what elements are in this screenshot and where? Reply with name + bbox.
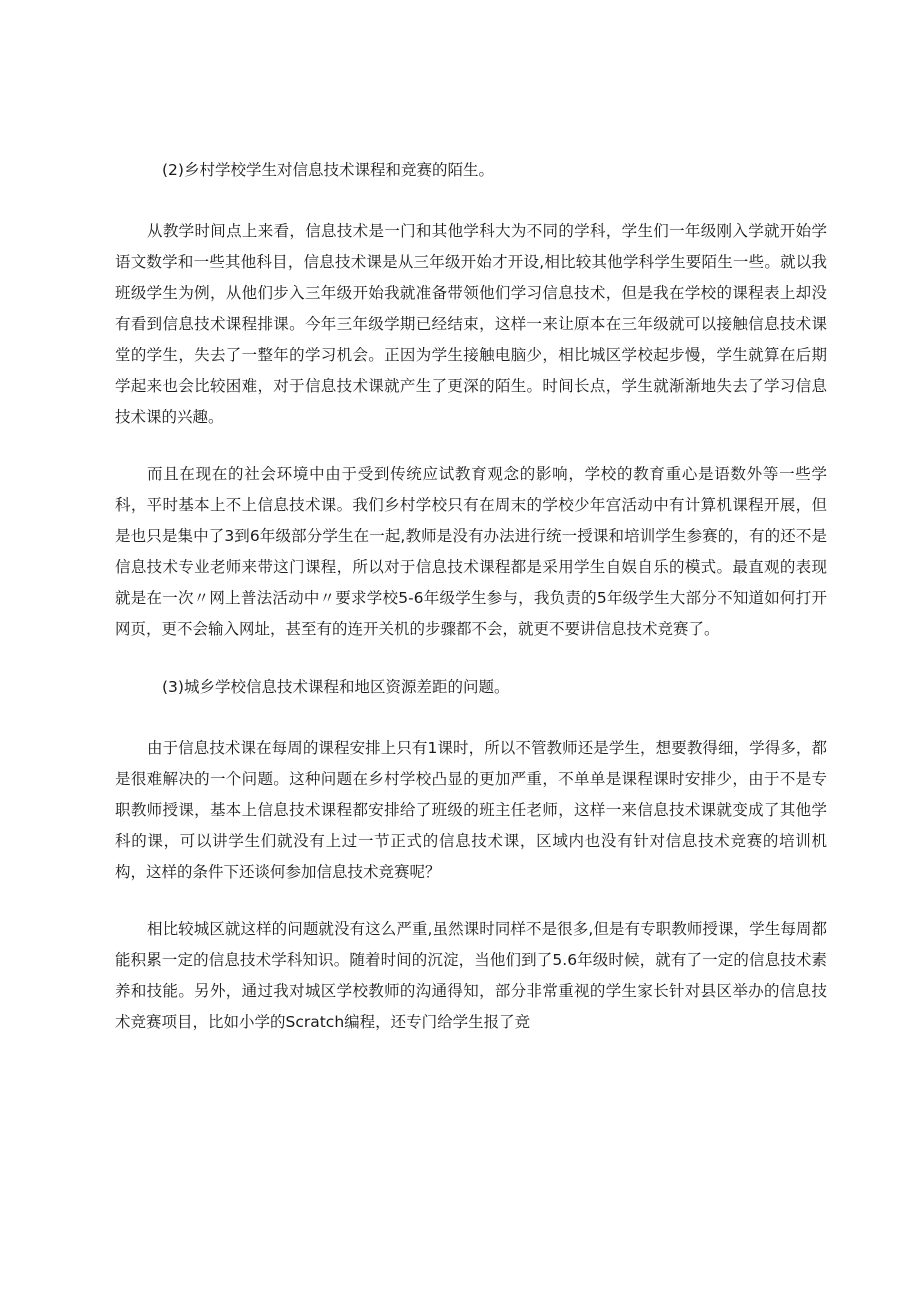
section-heading-3: (3)城乡学校信息技术课程和地区资源差距的问题。 xyxy=(162,678,510,696)
paragraph: 由于信息技术课在每周的课程安排上只有1课时，所以不管教师还是学生，想要教得细，学得多，都是很难解决的一个问题。这种问题在乡村学校凸显的更加严重，不单单是课程课时安排少，由于不是专职教师授课，基本上信息技术课程都安排给了班级的班主任老师，这样一来信息技术课就变成了其他学科的课，可以讲学生们就没有上过一节正式的信息技术课，区域内也没有针对信息技术竞赛的培训机构，这样的条件下还谈何参加信息技术竞赛呢？ xyxy=(115,739,827,881)
section-heading-2: (2)乡村学校学生对信息技术课程和竞赛的陌生。 xyxy=(162,161,494,179)
paragraph: 从教学时间点上来看，信息技术是一门和其他学科大为不同的学科，学生们一年级刚入学就开始学语文数学和一些其他科目，信息技术课是从三年级开始才开设,相比较其他学科学生要陌生一些。就以我班级学生为例，从他们步入三年级开始我就准备带领他们学习信息技术，但是我在学校的课程表上却没有看到信息技术课程排课。今年三年级学期已经结束，这样一来让原本在三年级就可以接触信息技术课堂的学生，失去了一整年的学习机会。正因为学生接触电脑少，相比城区学校起步慢，学生就算在后期学起来也会比较困难，对于信息技术课就产生了更深的陌生。时间长点，学生就渐渐地失去了学习信息技术课的兴趣。 xyxy=(115,222,827,426)
paragraph: 而且在现在的社会环境中由于受到传统应试教育观念的影响，学校的教育重心是语数外等一些学科，平时基本上不上信息技术课。我们乡村学校只有在周末的学校少年宫活动中有计算机课程开展，但是也只是集中了3到6年级部分学生在一起,教师是没有办法进行统一授课和培训学生参赛的，有的还不是信息技术专业老师来带这门课程，所以对于信息技术课程都是采用学生自娱自乐的模式。最直观的表现就是在一次〃网上普法活动中〃要求学校5-6年级学生参与，我负责的5年级学生大部分不知道如何打开网页，更不会输入网址，甚至有的连开关机的步骤都不会，就更不要讲信息技术竞赛了。 xyxy=(115,465,827,638)
document-body xyxy=(115,154,827,1064)
paragraph: 相比较城区就这样的问题就没有这么严重,虽然课时同样不是很多,但是有专职教师授课，学生每周都能积累一定的信息技术学科知识。随着时间的沉淀，当他们到了5.6年级时候，就有了一定的信息技术素养和技能。另外，通过我对城区学校教师的沟通得知，部分非常重视的学生家长针对县区举办的信息技术竞赛项目，比如小学的Scratch编程，还专门给学生报了竞 xyxy=(115,920,827,1031)
